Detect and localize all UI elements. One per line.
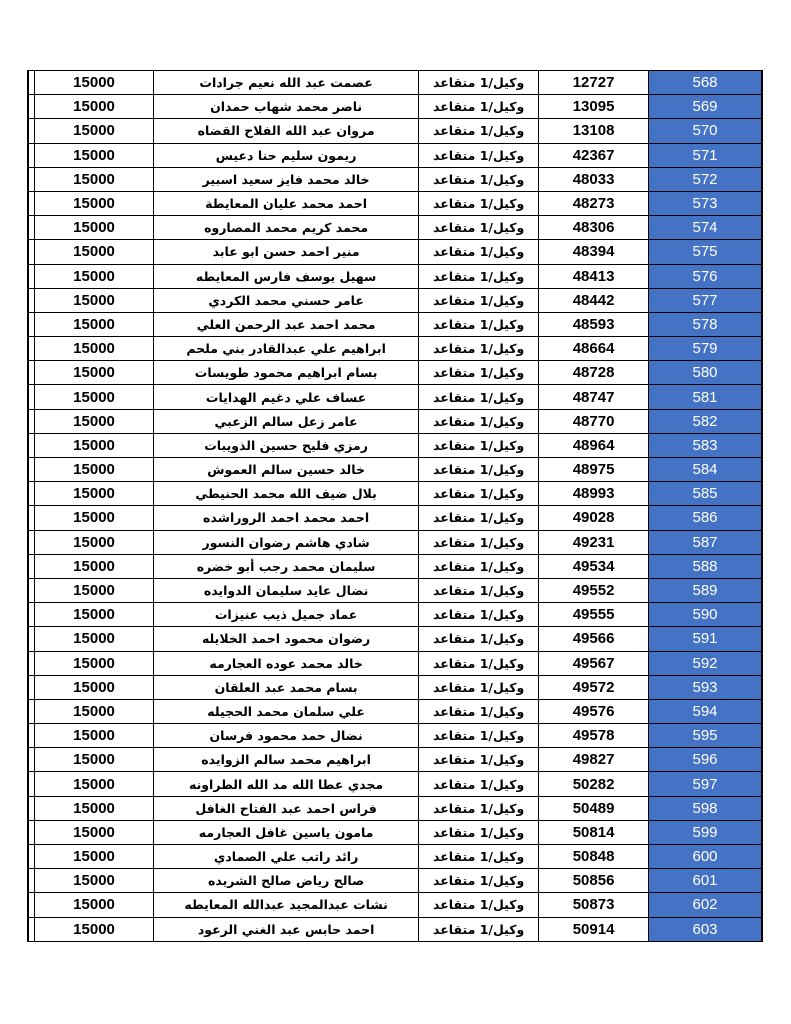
rank-cell: وكيل/1 متقاعد — [419, 651, 539, 675]
name-cell: رضوان محمود احمد الخلايله — [154, 627, 419, 651]
sequence-number-cell: 592 — [649, 651, 762, 675]
name-cell: بسام ابراهيم محمود طويسات — [154, 361, 419, 385]
sequence-number-cell: 593 — [649, 675, 762, 699]
rank-cell: وكيل/1 متقاعد — [419, 748, 539, 772]
name-cell: مامون ياسين غافل العجارمه — [154, 820, 419, 844]
id-number-cell: 50873 — [539, 893, 649, 917]
id-number-cell: 48273 — [539, 191, 649, 215]
rank-cell: وكيل/1 متقاعد — [419, 167, 539, 191]
sequence-number-cell: 570 — [649, 119, 762, 143]
amount-cell: 15000 — [35, 288, 154, 312]
amount-cell: 15000 — [35, 361, 154, 385]
name-cell: فراس احمد عبد الفتاح الغافل — [154, 796, 419, 820]
rank-cell: وكيل/1 متقاعد — [419, 869, 539, 893]
sequence-number-cell: 582 — [649, 409, 762, 433]
name-cell: بسام محمد عبد العلقان — [154, 675, 419, 699]
sequence-number-cell: 571 — [649, 143, 762, 167]
name-cell: رائد راتب علي الصمادي — [154, 845, 419, 869]
retirees-table — [27, 70, 763, 942]
table-row — [28, 216, 762, 240]
rank-cell: وكيل/1 متقاعد — [419, 119, 539, 143]
table-row — [28, 627, 762, 651]
rank-cell: وكيل/1 متقاعد — [419, 409, 539, 433]
table-row — [28, 143, 762, 167]
sequence-number-cell: 574 — [649, 216, 762, 240]
sequence-number-cell: 576 — [649, 264, 762, 288]
amount-cell: 15000 — [35, 240, 154, 264]
rank-cell: وكيل/1 متقاعد — [419, 603, 539, 627]
id-number-cell: 48306 — [539, 216, 649, 240]
table-row — [28, 506, 762, 530]
rank-cell: وكيل/1 متقاعد — [419, 893, 539, 917]
amount-cell: 15000 — [35, 216, 154, 240]
sequence-number-cell: 595 — [649, 724, 762, 748]
amount-cell: 15000 — [35, 772, 154, 796]
rank-cell: وكيل/1 متقاعد — [419, 675, 539, 699]
rank-cell: وكيل/1 متقاعد — [419, 699, 539, 723]
amount-cell: 15000 — [35, 433, 154, 457]
name-cell: علي سلمان محمد الحجيله — [154, 699, 419, 723]
table-row — [28, 530, 762, 554]
id-number-cell: 50914 — [539, 917, 649, 941]
id-number-cell: 49231 — [539, 530, 649, 554]
amount-cell: 15000 — [35, 458, 154, 482]
rank-cell: وكيل/1 متقاعد — [419, 554, 539, 578]
rank-cell: وكيل/1 متقاعد — [419, 724, 539, 748]
sequence-number-cell: 581 — [649, 385, 762, 409]
amount-cell: 15000 — [35, 530, 154, 554]
amount-cell: 15000 — [35, 917, 154, 941]
amount-cell: 15000 — [35, 385, 154, 409]
amount-cell: 15000 — [35, 337, 154, 361]
name-cell: محمد كريم محمد المصاروه — [154, 216, 419, 240]
table-row — [28, 772, 762, 796]
table-row — [28, 264, 762, 288]
rank-cell: وكيل/1 متقاعد — [419, 216, 539, 240]
rank-cell: وكيل/1 متقاعد — [419, 820, 539, 844]
id-number-cell: 50856 — [539, 869, 649, 893]
name-cell: بلال ضيف الله محمد الحنيطي — [154, 482, 419, 506]
rank-cell: وكيل/1 متقاعد — [419, 361, 539, 385]
rank-cell: وكيل/1 متقاعد — [419, 482, 539, 506]
rank-cell: وكيل/1 متقاعد — [419, 845, 539, 869]
id-number-cell: 48964 — [539, 433, 649, 457]
id-number-cell: 48747 — [539, 385, 649, 409]
sequence-number-cell: 589 — [649, 578, 762, 602]
amount-cell: 15000 — [35, 312, 154, 336]
table-row — [28, 675, 762, 699]
id-number-cell: 48728 — [539, 361, 649, 385]
sequence-number-cell: 599 — [649, 820, 762, 844]
amount-cell: 15000 — [35, 95, 154, 119]
name-cell: مروان عبد الله الفلاح القضاه — [154, 119, 419, 143]
sequence-number-cell: 579 — [649, 337, 762, 361]
id-number-cell: 49566 — [539, 627, 649, 651]
rank-cell: وكيل/1 متقاعد — [419, 917, 539, 941]
amount-cell: 15000 — [35, 119, 154, 143]
amount-cell: 15000 — [35, 820, 154, 844]
sequence-number-cell: 603 — [649, 917, 762, 941]
sequence-number-cell: 601 — [649, 869, 762, 893]
table-row — [28, 578, 762, 602]
table-row — [28, 796, 762, 820]
sequence-number-cell: 578 — [649, 312, 762, 336]
amount-cell: 15000 — [35, 724, 154, 748]
rank-cell: وكيل/1 متقاعد — [419, 288, 539, 312]
sequence-number-cell: 575 — [649, 240, 762, 264]
sequence-number-cell: 588 — [649, 554, 762, 578]
id-number-cell: 50848 — [539, 845, 649, 869]
name-cell: مجدي عطا الله مد الله الطراونه — [154, 772, 419, 796]
amount-cell: 15000 — [35, 167, 154, 191]
table-row — [28, 724, 762, 748]
name-cell: نضال حمد محمود فرسان — [154, 724, 419, 748]
rank-cell: وكيل/1 متقاعد — [419, 337, 539, 361]
id-number-cell: 49552 — [539, 578, 649, 602]
id-number-cell: 49572 — [539, 675, 649, 699]
amount-cell: 15000 — [35, 409, 154, 433]
rank-cell: وكيل/1 متقاعد — [419, 312, 539, 336]
table-row — [28, 95, 762, 119]
amount-cell: 15000 — [35, 869, 154, 893]
name-cell: صالح رياض صالح الشريده — [154, 869, 419, 893]
name-cell: احمد محمد احمد الروراشده — [154, 506, 419, 530]
id-number-cell: 49827 — [539, 748, 649, 772]
name-cell: عامر حسني محمد الكردي — [154, 288, 419, 312]
id-number-cell: 49028 — [539, 506, 649, 530]
rank-cell: وكيل/1 متقاعد — [419, 95, 539, 119]
id-number-cell: 50814 — [539, 820, 649, 844]
name-cell: عامر زعل سالم الزعبي — [154, 409, 419, 433]
rank-cell: وكيل/1 متقاعد — [419, 433, 539, 457]
sequence-number-cell: 569 — [649, 95, 762, 119]
amount-cell: 15000 — [35, 506, 154, 530]
table-row — [28, 869, 762, 893]
table-body — [28, 71, 762, 942]
id-number-cell: 49578 — [539, 724, 649, 748]
name-cell: رمزي فليح حسين الذويبات — [154, 433, 419, 457]
name-cell: شادي هاشم رضوان النسور — [154, 530, 419, 554]
amount-cell: 15000 — [35, 603, 154, 627]
table-row — [28, 699, 762, 723]
name-cell: خالد محمد عوده العجارمه — [154, 651, 419, 675]
sequence-number-cell: 572 — [649, 167, 762, 191]
table-row — [28, 917, 762, 941]
sequence-number-cell: 577 — [649, 288, 762, 312]
id-number-cell: 49576 — [539, 699, 649, 723]
id-number-cell: 50282 — [539, 772, 649, 796]
sequence-number-cell: 600 — [649, 845, 762, 869]
table-row — [28, 845, 762, 869]
rank-cell: وكيل/1 متقاعد — [419, 627, 539, 651]
table-row — [28, 337, 762, 361]
rank-cell: وكيل/1 متقاعد — [419, 530, 539, 554]
id-number-cell: 48413 — [539, 264, 649, 288]
name-cell: محمد احمد عبد الرحمن العلي — [154, 312, 419, 336]
amount-cell: 15000 — [35, 627, 154, 651]
id-number-cell: 48975 — [539, 458, 649, 482]
id-number-cell: 50489 — [539, 796, 649, 820]
amount-cell: 15000 — [35, 143, 154, 167]
sequence-number-cell: 591 — [649, 627, 762, 651]
sequence-number-cell: 596 — [649, 748, 762, 772]
sequence-number-cell: 573 — [649, 191, 762, 215]
amount-cell: 15000 — [35, 264, 154, 288]
amount-cell: 15000 — [35, 578, 154, 602]
sequence-number-cell: 598 — [649, 796, 762, 820]
amount-cell: 15000 — [35, 71, 154, 95]
sequence-number-cell: 568 — [649, 71, 762, 95]
amount-cell: 15000 — [35, 845, 154, 869]
amount-cell: 15000 — [35, 651, 154, 675]
name-cell: سهيل يوسف فارس المعايطه — [154, 264, 419, 288]
table-row — [28, 312, 762, 336]
table-row — [28, 240, 762, 264]
table-row — [28, 893, 762, 917]
amount-cell: 15000 — [35, 675, 154, 699]
amount-cell: 15000 — [35, 796, 154, 820]
amount-cell: 15000 — [35, 482, 154, 506]
sequence-number-cell: 585 — [649, 482, 762, 506]
id-number-cell: 42367 — [539, 143, 649, 167]
table-row — [28, 748, 762, 772]
name-cell: خالد محمد فايز سعيد اسبير — [154, 167, 419, 191]
amount-cell: 15000 — [35, 893, 154, 917]
table-row — [28, 433, 762, 457]
id-number-cell: 13108 — [539, 119, 649, 143]
id-number-cell: 48664 — [539, 337, 649, 361]
id-number-cell: 48394 — [539, 240, 649, 264]
id-number-cell: 49567 — [539, 651, 649, 675]
sequence-number-cell: 587 — [649, 530, 762, 554]
table-row — [28, 191, 762, 215]
table-row — [28, 458, 762, 482]
name-cell: ناصر محمد شهاب حمدان — [154, 95, 419, 119]
rank-cell: وكيل/1 متقاعد — [419, 191, 539, 215]
table-row — [28, 409, 762, 433]
id-number-cell: 48442 — [539, 288, 649, 312]
rank-cell: وكيل/1 متقاعد — [419, 143, 539, 167]
id-number-cell: 48770 — [539, 409, 649, 433]
name-cell: نشات عبدالمجيد عبدالله المعايطه — [154, 893, 419, 917]
table-row — [28, 361, 762, 385]
table-row — [28, 554, 762, 578]
amount-cell: 15000 — [35, 191, 154, 215]
name-cell: سليمان محمد رجب أبو خضره — [154, 554, 419, 578]
rank-cell: وكيل/1 متقاعد — [419, 796, 539, 820]
table-row — [28, 385, 762, 409]
name-cell: خالد حسين سالم العموش — [154, 458, 419, 482]
rank-cell: وكيل/1 متقاعد — [419, 264, 539, 288]
name-cell: ريمون سليم حنا دعيس — [154, 143, 419, 167]
id-number-cell: 48033 — [539, 167, 649, 191]
sequence-number-cell: 590 — [649, 603, 762, 627]
rank-cell: وكيل/1 متقاعد — [419, 506, 539, 530]
table-row — [28, 71, 762, 95]
name-cell: منير احمد حسن ابو عابد — [154, 240, 419, 264]
table-row — [28, 603, 762, 627]
sequence-number-cell: 586 — [649, 506, 762, 530]
sequence-number-cell: 580 — [649, 361, 762, 385]
table-row — [28, 288, 762, 312]
amount-cell: 15000 — [35, 554, 154, 578]
id-number-cell: 49534 — [539, 554, 649, 578]
sequence-number-cell: 583 — [649, 433, 762, 457]
sequence-number-cell: 584 — [649, 458, 762, 482]
rank-cell: وكيل/1 متقاعد — [419, 71, 539, 95]
id-number-cell: 48993 — [539, 482, 649, 506]
sequence-number-cell: 594 — [649, 699, 762, 723]
table-row — [28, 482, 762, 506]
rank-cell: وكيل/1 متقاعد — [419, 578, 539, 602]
id-number-cell: 48593 — [539, 312, 649, 336]
table-row — [28, 651, 762, 675]
rank-cell: وكيل/1 متقاعد — [419, 458, 539, 482]
table-row — [28, 167, 762, 191]
amount-cell: 15000 — [35, 748, 154, 772]
table-row — [28, 119, 762, 143]
rank-cell: وكيل/1 متقاعد — [419, 240, 539, 264]
amount-cell: 15000 — [35, 699, 154, 723]
rank-cell: وكيل/1 متقاعد — [419, 772, 539, 796]
sequence-number-cell: 597 — [649, 772, 762, 796]
name-cell: عصمت عبد الله نعيم جرادات — [154, 71, 419, 95]
id-number-cell: 49555 — [539, 603, 649, 627]
name-cell: ابراهيم علي عبدالقادر بني ملحم — [154, 337, 419, 361]
rank-cell: وكيل/1 متقاعد — [419, 385, 539, 409]
name-cell: ابراهيم محمد سالم الزوايده — [154, 748, 419, 772]
name-cell: احمد محمد عليان المعايطة — [154, 191, 419, 215]
id-number-cell: 13095 — [539, 95, 649, 119]
id-number-cell: 12727 — [539, 71, 649, 95]
name-cell: احمد حابس عبد الغني الرعود — [154, 917, 419, 941]
name-cell: نضال عايد سليمان الدوايده — [154, 578, 419, 602]
name-cell: عساف علي دغيم الهدايات — [154, 385, 419, 409]
table-row — [28, 820, 762, 844]
name-cell: عماد جميل ذيب عنيزات — [154, 603, 419, 627]
sequence-number-cell: 602 — [649, 893, 762, 917]
